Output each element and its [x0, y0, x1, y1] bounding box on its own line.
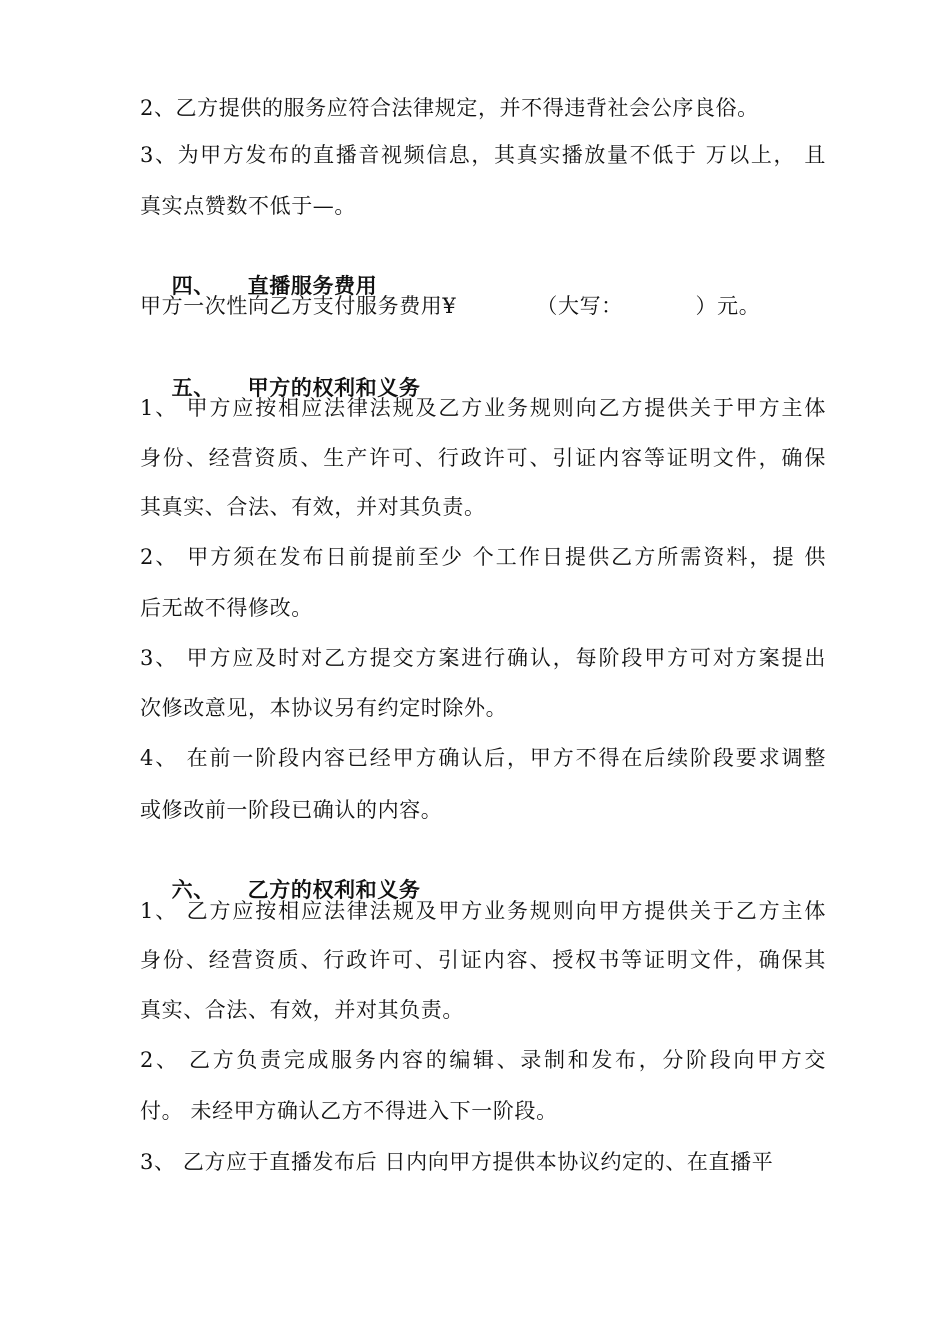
section-number: 四、 [171, 273, 215, 298]
paragraph-line: 2、 甲方须在发布日前提前至少 个工作日提供乙方所需资料，提 供 [140, 545, 826, 569]
paragraph-line: 身份、经营资质、生产许可、行政许可、引证内容等证明文件，确保 [140, 446, 826, 470]
paragraph-line: 2、 乙方负责完成服务内容的编辑、录制和发布，分阶段向甲方交 [140, 1048, 826, 1072]
paragraph-line: 身份、经营资质、行政许可、引证内容、授权书等证明文件，确保其 [140, 948, 826, 972]
paragraph-line: 4、 在前一阶段内容已经甲方确认后，甲方不得在后续阶段要求调整 [140, 746, 826, 770]
section-title: 甲方的权利和义务 [247, 375, 421, 400]
paragraph-line: 其真实、合法、有效，并对其负责。 [140, 495, 486, 519]
section-number: 五、 [171, 375, 215, 400]
paragraph-line: 真实、合法、有效，并对其负责。 [140, 998, 464, 1022]
paragraph-line: 真实点赞数不低于—。 [140, 194, 356, 218]
paragraph-line: 次修改意见，本协议另有约定时除外。 [140, 696, 508, 720]
section-title: 直播服务费用 [247, 273, 378, 298]
paragraph-line: 3、为甲方发布的直播音视频信息，其真实播放量不低于 万以上， 且 [140, 143, 826, 167]
paragraph-line: 3、 乙方应于直播发布后 日内向甲方提供本协议约定的、在直播平 [140, 1150, 774, 1174]
paragraph-line: 2、乙方提供的服务应符合法律规定，并不得违背社会公序良俗。 [140, 96, 759, 120]
paragraph-line: 甲方一次性向乙方支付服务费用¥ （大写： ）元。 [140, 294, 761, 318]
section-title: 乙方的权利和义务 [247, 877, 421, 902]
paragraph-line: 1、 甲方应按相应法律法规及乙方业务规则向乙方提供关于甲方主体 [140, 396, 826, 420]
paragraph-line: 或修改前一阶段已确认的内容。 [140, 798, 443, 822]
paragraph-line: 1、 乙方应按相应法律法规及甲方业务规则向甲方提供关于乙方主体 [140, 899, 826, 923]
paragraph-line: 付。 未经甲方确认乙方不得进入下一阶段。 [140, 1099, 558, 1123]
section-number: 六、 [171, 877, 215, 902]
paragraph-line: 后无故不得修改。 [140, 596, 313, 620]
paragraph-line: 3、 甲方应及时对乙方提交方案进行确认，每阶段甲方可对方案提出 [140, 646, 826, 670]
